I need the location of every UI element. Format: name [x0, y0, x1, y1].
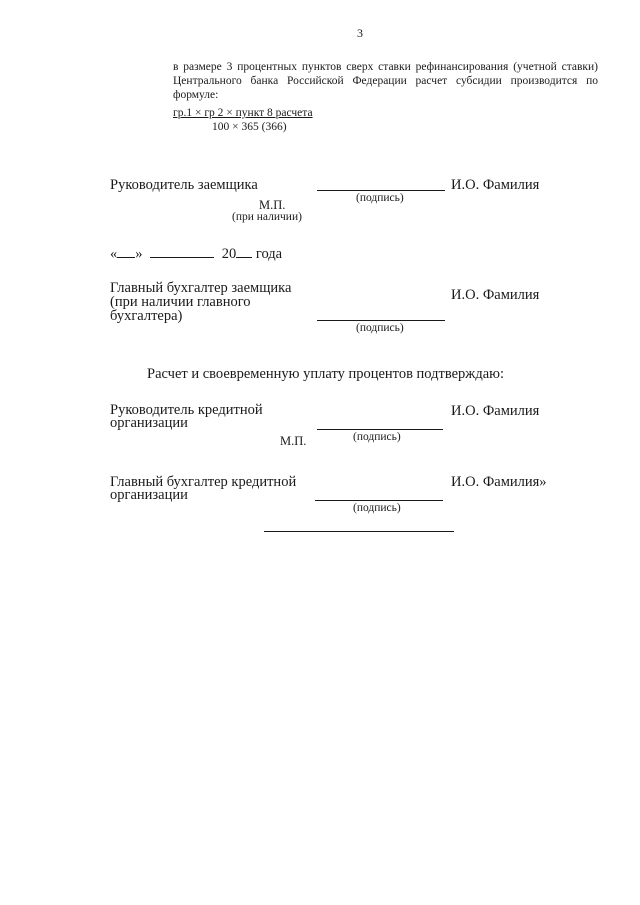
- borrower-head-title: Руководитель заемщика: [110, 177, 258, 193]
- borrower-accountant-title-line-3: бухгалтера): [110, 308, 183, 324]
- borrower-head-stamp: М.П.: [259, 198, 286, 212]
- borrower-accountant-title-line-2: (при наличии главного: [110, 294, 251, 310]
- confirmation-text: Расчет и своевременную уплату процентов подтверждаю:: [147, 366, 504, 382]
- date-close-quote: »: [135, 246, 143, 262]
- date-year-blank: [236, 257, 252, 258]
- borrower-head-signature-line: [317, 190, 445, 191]
- date-line: [110, 246, 282, 262]
- bank-accountant-title-line-2: организации: [110, 487, 188, 503]
- borrower-head-name: И.О. Фамилия: [451, 177, 540, 193]
- bank-head-title-line-1: Руководитель кредитной: [110, 402, 263, 418]
- borrower-accountant-signature-caption: (подпись): [356, 322, 404, 334]
- bank-accountant-title-line-1: Главный бухгалтер кредитной: [110, 474, 297, 490]
- date-year-suffix: года: [255, 246, 283, 262]
- borrower-accountant-name: И.О. Фамилия: [451, 287, 540, 303]
- date-year-prefix: 20: [221, 246, 237, 262]
- closing-rule: [264, 531, 454, 532]
- borrower-head-signature-caption: (подпись): [356, 192, 404, 204]
- bank-head-stamp: М.П.: [280, 434, 307, 448]
- bank-accountant-signature-caption: (подпись): [353, 502, 401, 514]
- formula-denominator: 100 × 365 (366): [212, 121, 287, 133]
- date-day-blank: [117, 257, 135, 258]
- bank-accountant-signature-line: [315, 500, 443, 501]
- date-month-blank: [150, 257, 214, 258]
- intro-paragraph: в размере 3 процентных пунктов сверх ставки рефинансирования (учетной ставки) Центрального банка Российской Федерации расчет субсидии производится по формуле:: [173, 61, 598, 101]
- borrower-accountant-title-line-1: Главный бухгалтер заемщика: [110, 280, 292, 296]
- date-open-quote: «: [110, 246, 118, 262]
- bank-head-signature-caption: (подпись): [353, 431, 401, 443]
- borrower-accountant-signature-line: [317, 320, 445, 321]
- page-number: 3: [357, 26, 363, 40]
- bank-head-title-line-2: организации: [110, 415, 188, 431]
- bank-head-name: И.О. Фамилия: [451, 403, 540, 419]
- bank-accountant-name: И.О. Фамилия»: [451, 474, 547, 490]
- bank-head-signature-line: [317, 429, 443, 430]
- borrower-head-stamp-note: (при наличии): [232, 211, 302, 223]
- formula-numerator: гр.1 × гр 2 × пункт 8 расчета: [173, 107, 313, 119]
